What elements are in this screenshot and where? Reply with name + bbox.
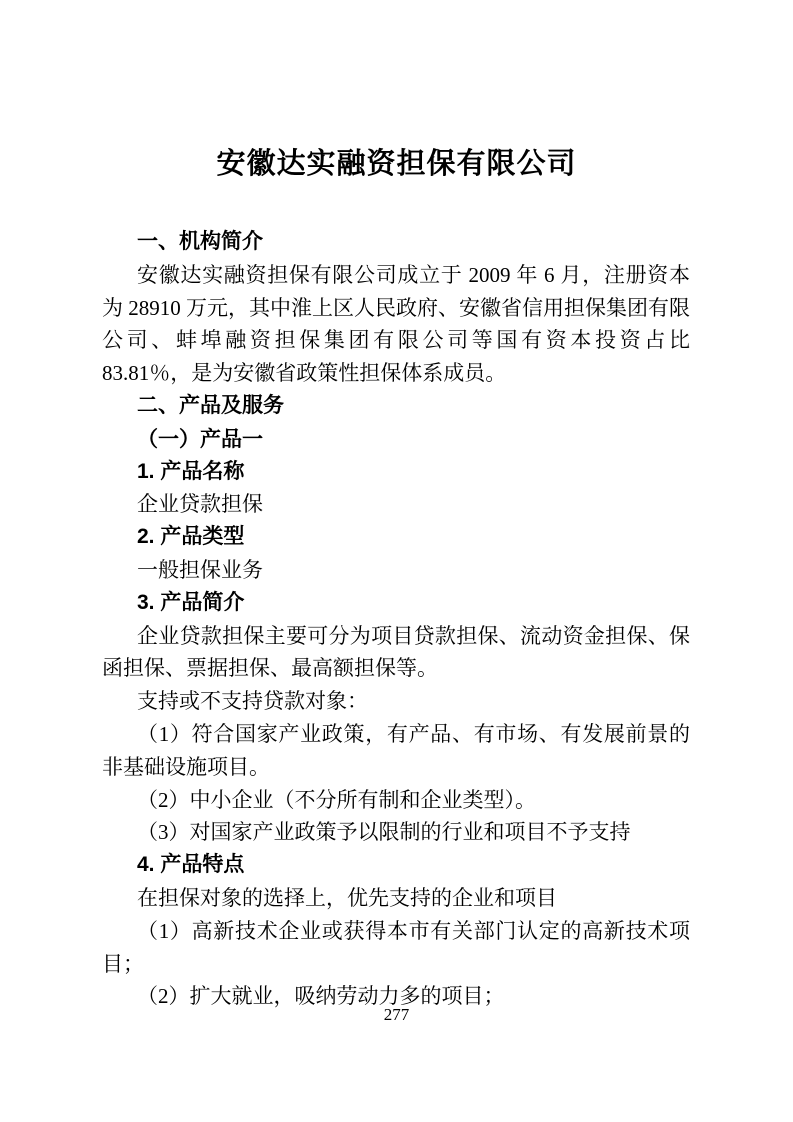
loan-target-lead-paragraph: 支持或不支持贷款对象： <box>137 689 368 714</box>
page-number: 277 <box>383 1005 410 1024</box>
section-heading-2: 二、产品及服务 <box>137 393 284 417</box>
subsection-heading-product-1: （一）产品一 <box>137 426 263 451</box>
section-heading-1: 一、机构简介 <box>137 230 263 253</box>
heading-product-type: 2. 产品类型 <box>137 525 245 549</box>
heading-product-name: 1. 产品名称 <box>137 459 245 483</box>
product-intro-paragraph: 企业贷款担保主要可分为项目贷款担保、流动资金担保、保函担保、票据担保、最高额担保等。 <box>102 623 690 681</box>
document-body <box>0 226 793 1013</box>
heading-product-intro: 3. 产品简介 <box>137 590 245 614</box>
loan-target-item-1: （1）符合国家产业政策，有产品、有市场、有发展前景的非基础设施项目。 <box>102 721 690 779</box>
intro-paragraph: 安徽达实融资担保有限公司成立于 2009 年 6 月，注册资本为 28910 万元，其中淮上区人民政府、安徽省信用担保集团有限公司、蚌埠融资担保集团有限公司等国有资本投资占比 83.81％，是为安徽省政策性担保体系成员。 <box>102 262 690 386</box>
page-title: 安徽达实融资担保有限公司 <box>216 148 577 180</box>
features-item-1: （1）高新技术企业或获得本市有关部门认定的高新技术项目； <box>102 918 690 976</box>
features-lead-paragraph: 在担保对象的选择上，优先支持的企业和项目 <box>137 885 557 910</box>
loan-target-item-3: （3）对国家产业政策予以限制的行业和项目不予支持 <box>137 820 631 845</box>
features-item-2: （2）扩大就业，吸纳劳动力多的项目； <box>137 984 505 1009</box>
loan-target-item-2: （2）中小企业（不分所有制和企业类型）。 <box>137 787 536 812</box>
product-name-paragraph: 企业贷款担保 <box>137 492 263 517</box>
heading-product-features: 4. 产品特点 <box>137 853 245 877</box>
product-type-paragraph: 一般担保业务 <box>137 557 263 582</box>
